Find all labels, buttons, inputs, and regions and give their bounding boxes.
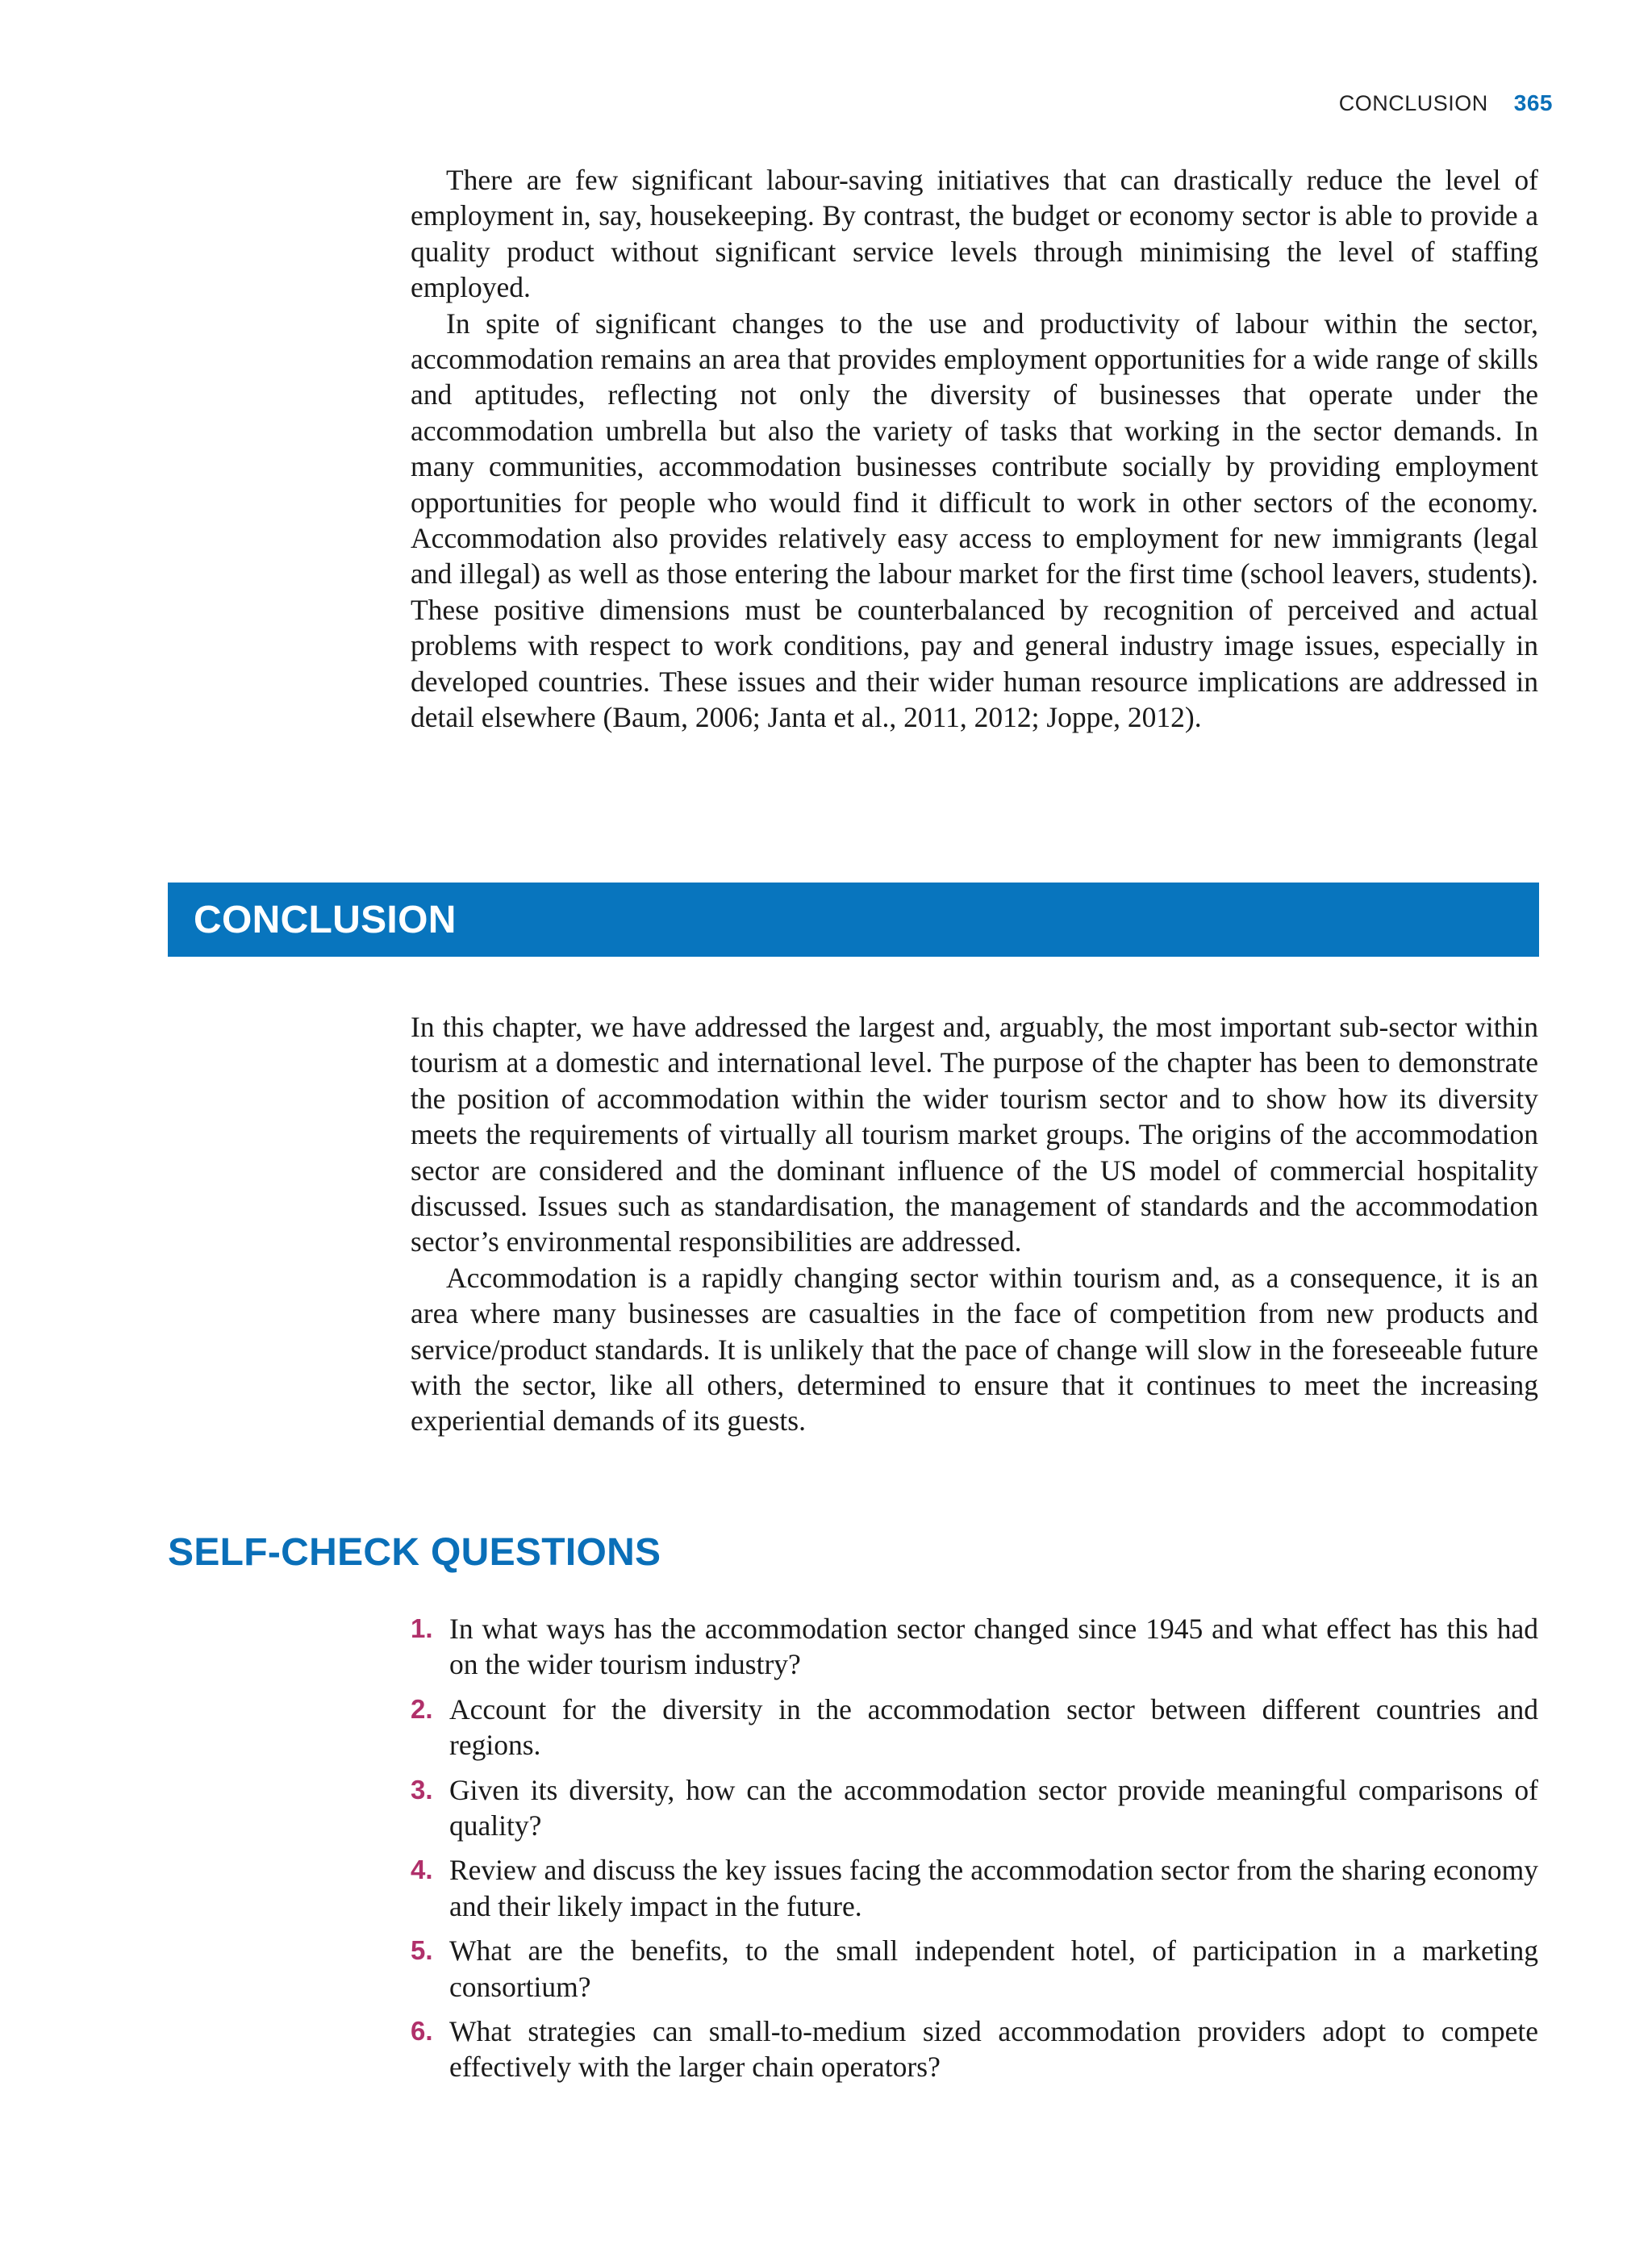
question-item: [411, 1933, 1538, 2005]
question-number: 4.: [411, 1855, 433, 1885]
question-number: 5.: [411, 1935, 433, 1966]
page-number: 365: [1513, 90, 1553, 115]
question-item: [411, 1772, 1538, 1844]
question-text: Account for the diversity in the accommodation sector between different countries and regions.: [449, 1692, 1538, 1762]
conclusion-text: [411, 1009, 1538, 1439]
question-item: [411, 1852, 1538, 1924]
question-item: [411, 2013, 1538, 2085]
question-number: 2.: [411, 1693, 433, 1724]
question-text: Given its diversity, how can the accommodation sector provide meaningful comparisons of quality?: [449, 1773, 1538, 1842]
question-number: 3.: [411, 1774, 433, 1805]
conclusion-heading-band: [168, 883, 1539, 957]
question-number: 1.: [411, 1613, 433, 1643]
question-text: Review and discuss the key issues facing the accommodation sector from the sharing economy and their likely impact in the future.: [449, 1854, 1538, 1922]
conclusion-heading: CONCLUSION: [194, 898, 457, 941]
question-text: In what ways has the accommodation sector changed since 1945 and what effect has this had on the wider tourism industry?: [449, 1613, 1538, 1681]
intro-text: [411, 162, 1538, 736]
conclusion-paragraph-2: Accommodation is a rapidly changing sector within tourism and, as a consequence, it is an area where many businesses are casualties in the face of competition from new products and service/product standards. It is unlikely that the pace of change will slow in the foreseeable future with the sector, like all others, determined to ensure that it continues to meet the increasing experiential demands of its guests.: [411, 1261, 1538, 1438]
question-item: [411, 1692, 1538, 1763]
self-check-question-list: [411, 1611, 1538, 2094]
question-number: 6.: [411, 2016, 433, 2047]
intro-paragraph-2: In spite of significant changes to the use and productivity of labour within the sector, accommodation remains an area that provides employment opportunities for a wide range of skills and aptitudes, reflecting not only the diversity of businesses that operate under the accommodation umbrella but also the variety of tasks that working in the sector demands. In many communities, accommodation businesses contribute socially by providing employment opportunities for people who would find it difficult to work in other sectors of the economy. Accommodation also provides relatively easy access to employment for new immigrants (legal and illegal) as well as those entering the labour market for the first time (school leavers, students). These positive dimensions must be counterbalanced by recognition of perceived and actual problems with respect to work conditions, pay and general industry image issues, especially in developed countries. These issues and their wider human resource implications are addressed in detail elsewhere (Baum, 2006; Janta et al., 2011, 2012; Joppe, 2012).: [411, 307, 1538, 734]
question-text: What strategies can small-to-medium sized accommodation providers adopt to compete effectively with the larger chain operators?: [449, 2015, 1538, 2084]
question-item: [411, 1611, 1538, 1683]
self-check-heading: SELF-CHECK QUESTIONS: [168, 1531, 661, 1574]
running-title: CONCLUSION: [1338, 91, 1488, 115]
conclusion-paragraph-1: In this chapter, we have addressed the largest and, arguably, the most important sub-sector within tourism at a domestic and international level. The purpose of the chapter has been to demonstrate the position of accommodation within the wider tourism sector and to show how its diversity meets the requirements of virtually all tourism market groups. The origins of the accommodation sector are considered and the dominant influence of the US model of commercial hospitality discussed. Issues such as standardisation, the management of standards and the accommodation sector’s environmental responsibilities are addressed.: [411, 1011, 1538, 1258]
question-text: What are the benefits, to the small independent hotel, of participation in a marketing consortium?: [449, 1934, 1538, 2003]
running-head: [1339, 90, 1553, 116]
intro-paragraph-1: There are few significant labour-saving initiatives that can drastically reduce the level of employment in, say, housekeeping. By contrast, the budget or economy sector is able to provide a quality product without significant service levels through minimising the level of staffing employed.: [411, 164, 1538, 304]
